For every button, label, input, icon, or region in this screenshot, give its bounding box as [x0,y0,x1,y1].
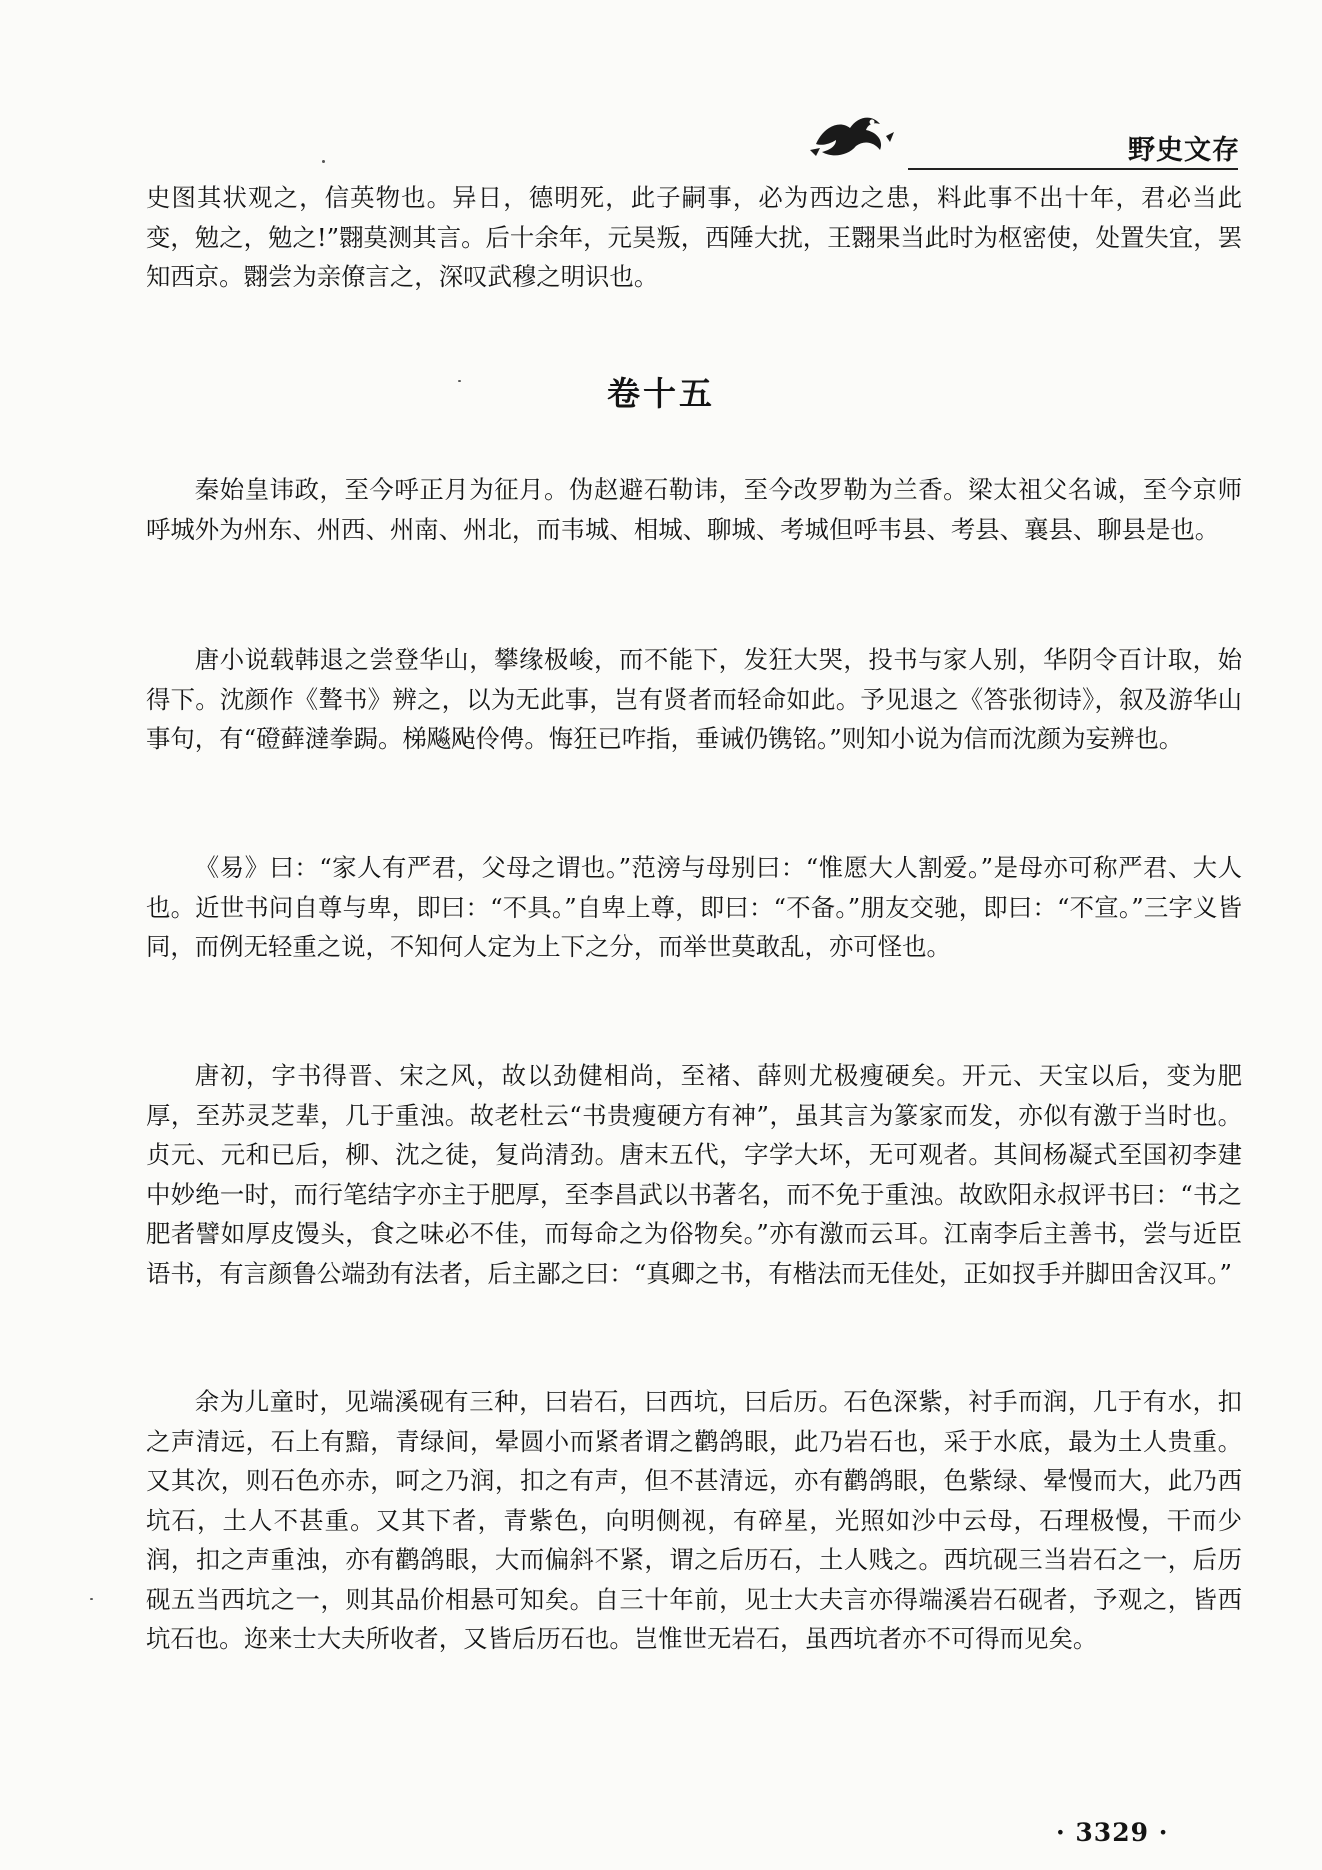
scan-speck [90,1598,93,1600]
page-number: · 3329 · [1056,1818,1169,1847]
paragraph-5: 余为儿童时，见端溪砚有三种，曰岩石，曰西坑，曰后历。石色深紫，衬手而润，几于有水，扣之声清远，石上有黯，青绿间，晕圆小而紧者谓之鹳鸽眼，此乃岩石也，采于水底，最为土人贵重。又其次，则石色亦赤，呵之乃润，扣之有声，但不甚清远，亦有鹳鸽眼，色紫绿、晕慢而大，此乃西坑石，土人不甚重。又其下者，青紫色，向明侧视，有碎星，光照如沙中云母，石理极慢，干而少润，扣之声重浊，亦有鹳鸽眼，大而偏斜不紧，谓之后历石，土人贱之。西坑砚三当岩石之一，后历砚五当西坑之一，则其品价相悬可知矣。自三十年前，见士大夫言亦得端溪岩石砚者，予观之，皆西坑石也。迩来士大夫所收者，又皆后历石也。岂惟世无岩石，虽西坑者亦不可得而见矣。 [146,1387,1242,1653]
carryover-paragraph: 史图其状观之，信英物也。异日，德明死，此子嗣事，必为西边之患，料此事不出十年，君必当此变，勉之，勉之!”翾莫测其言。后十余年，元昊叛，西陲大扰，王翾果当此时为枢密使，处置失宜，罢知西京。翾尝为亲僚言之，深叹武穆之明识也。 [146,183,1242,291]
chapter-title: 卷十五 [607,374,715,413]
scan-speck [322,160,325,163]
series-title: 野史文存 [1128,135,1240,166]
paragraph-1: 秦始皇讳政，至今呼正月为征月。伪赵避石勒讳，至今改罗勒为兰香。梁太祖父名诚，至今京师呼城外为州东、州西、州南、州北，而韦城、相城、聊城、考城但呼韦县、考县、襄县、聊县是也。 [146,475,1242,544]
paragraph-2: 唐小说载韩退之尝登华山，攀缘极峻，而不能下，发狂大哭，投书与家人别，华阴令百计取，始得下。沈颜作《聱书》辨之，以为无此事，岂有贤者而轻命如此。予见退之《答张彻诗》，叙及游华山事句，有“磴藓澾拳跼。梯飚飐伶俜。悔狂已咋指，垂诫仍镌铭。”则知小说为信而沈颜为妄辨也。 [146,645,1242,753]
paragraph-3: 《易》曰：“家人有严君，父母之谓也。”范滂与母别曰：“惟愿大人割爱。”是母亦可称严君、大人也。近世书问自尊与卑，即曰：“不具。”自卑上尊，即曰：“不备。”朋友交驰，即曰：“不宣。”三字义皆同，而例无轻重之说，不知何人定为上下之分，而举世莫敢乱，亦可怪也。 [146,853,1242,961]
paragraph-4: 唐初，字书得晋、宋之风，故以劲健相尚，至褚、薛则尤极瘦硬矣。开元、天宝以后，变为肥厚，至苏灵芝辈，几于重浊。故老杜云“书贵瘦硬方有神”，虽其言为篆家而发，亦似有激于当时也。贞元、元和已后，柳、沈之徒，复尚清劲。唐末五代，字学大坏，无可观者。其间杨凝式至国初李建中妙绝一时，而行笔结字亦主于肥厚，至李昌武以书著名，而不免于重浊。故欧阳永叔评书曰：“书之肥者譬如厚皮馒头，食之味必不佳，而每命之为俗物矣。”亦有激而云耳。江南李后主善书，尝与近臣语书，有言颜鲁公端劲有法者，后主鄙之曰：“真卿之书，有楷法而无佳处，正如扠手并脚田舍汉耳。” [146,1061,1242,1288]
scan-speck [458,380,461,382]
